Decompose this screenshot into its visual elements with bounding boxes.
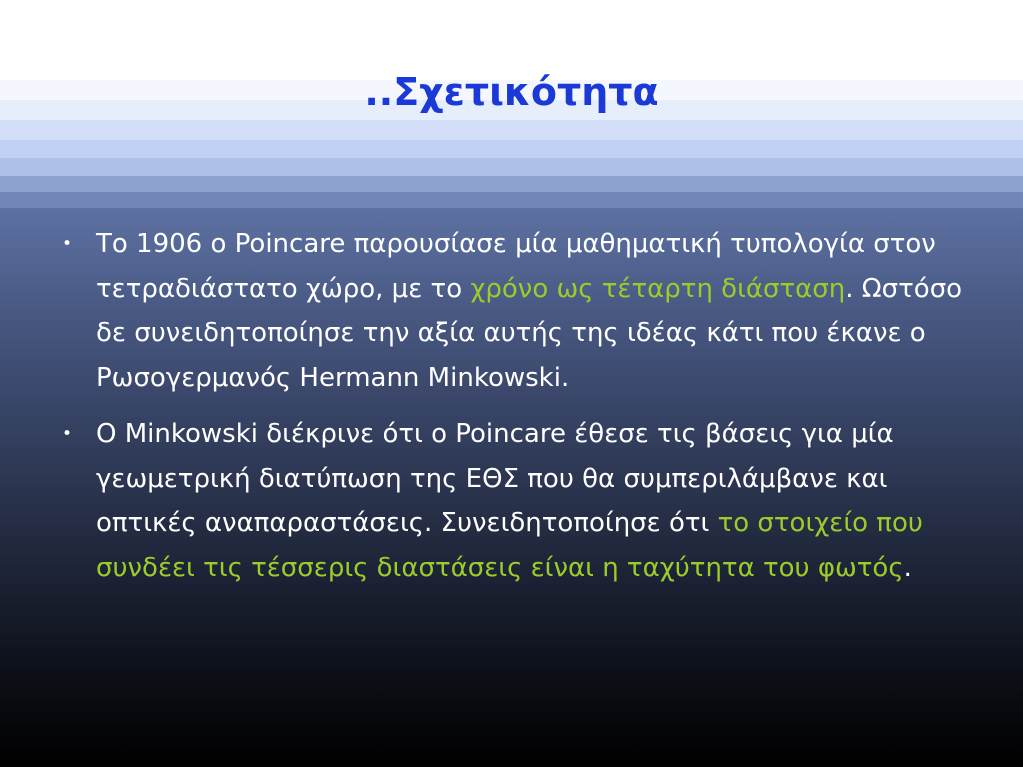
bullet-text-pre: Το 1906 ο Poincare παρουσίασε μία μαθηματική τυπολογία στον τετραδιάστατο χώρο, με το: [96, 229, 936, 304]
bullet-text-post: .: [903, 552, 912, 583]
bullet-text-pre: Ο Minkowski διέκρινε ότι ο Poincare έθεσε τις βάσεις για μία γεωμετρική διατύπωση της ΕΘΣ που θα συμπεριλάμβανε και οπτικές αναπαραστάσεις. Συνειδητοποίησε ότι: [96, 419, 894, 538]
bullet-text-highlight: το στοιχείο που συνδέει τις τέσσερις διαστάσεις είναι η ταχύτητα του φωτός: [96, 508, 923, 583]
slide-title: ..Σχετικότητα: [364, 70, 659, 114]
bullet-dot-icon: •: [62, 234, 73, 254]
bullet-item-minkowski: [58, 412, 968, 590]
bullet-text-highlight: χρόνο ως τέταρτη διάσταση: [470, 273, 846, 304]
bullet-list: [58, 222, 968, 602]
bullet-dot-icon: •: [62, 424, 73, 444]
bullet-item-poincare: [58, 222, 968, 400]
bullet-text-post: . Ωστόσο δε συνειδητοποίησε την αξία αυτής της ιδέας κάτι που έκανε ο Ρωσογερμανός Hermann Minkowski.: [96, 273, 963, 393]
